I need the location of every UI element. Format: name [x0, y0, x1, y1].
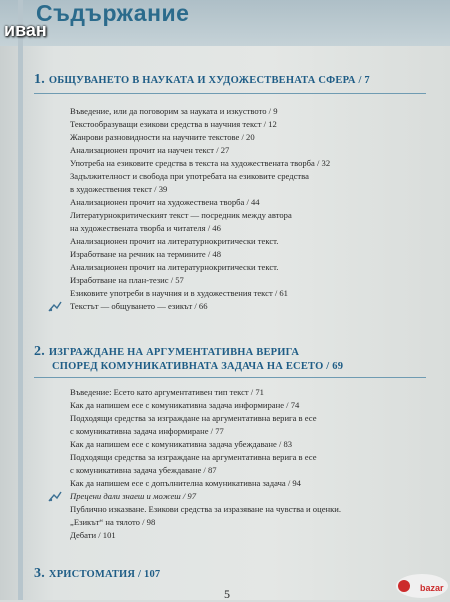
toc-item[interactable]: Текстообразуващи езикови средства в научния текст / 12: [70, 119, 277, 129]
toc-item-continued[interactable]: с комуникативна задача убеждаване / 87: [70, 465, 217, 475]
section-1-rule: [34, 93, 426, 94]
toc-item[interactable]: Употреба на езиковите средства в текста на художествената творба / 32: [70, 158, 331, 168]
section-number: 3.: [34, 566, 45, 581]
toc-item[interactable]: Анализационен прочит на литературнокритически текст.: [70, 262, 279, 272]
section-1-list: [70, 105, 330, 313]
section-page: / 7: [358, 75, 370, 86]
section-number: 1.: [34, 72, 45, 87]
toc-item[interactable]: Публично изказване. Езикови средства за изразяване на чувства и оценки.: [70, 504, 342, 514]
section-2-title-line2: [52, 361, 343, 372]
toc-item[interactable]: Въведение, или да поговорим за науката и изкуството / 9: [70, 106, 278, 116]
toc-item[interactable]: Задължителност и свобода при употребата на езиковите средства: [70, 171, 309, 181]
toc-item-continued[interactable]: на художествената творба и читателя / 46: [70, 223, 221, 233]
section-title-text: ХРИСТОМАТИЯ: [48, 569, 136, 580]
toc-item[interactable]: Езиковите употреби в научния и в художествения текст / 61: [70, 288, 288, 298]
section-title-line1: ИЗГРАЖДАНЕ НА АРГУМЕНТАТИВНА ВЕРИГА: [48, 347, 300, 358]
toc-item[interactable]: Анализационен прочит на научен текст / 27: [70, 145, 230, 155]
toc-item[interactable]: Въведение: Есето като аргументативен тип текст / 71: [70, 387, 264, 397]
toc-item[interactable]: Жанрови разновидности на научните текстове / 20: [70, 132, 255, 142]
toc-item[interactable]: Как да напишем есе с комуникативна задача информиране / 74: [70, 400, 300, 410]
margin-stripe: [18, 0, 23, 600]
toc-item[interactable]: Текстът — общуването — езикът / 66: [70, 301, 208, 311]
section-1-title[interactable]: [34, 72, 370, 88]
toc-item-continued[interactable]: с комуникативна задача информиране / 77: [70, 426, 224, 436]
toc-item-continued[interactable]: „Езикът“ на тялото / 98: [70, 517, 156, 527]
section-3-title[interactable]: [34, 566, 160, 582]
toc-item[interactable]: Дебати / 101: [70, 530, 116, 540]
section-2-rule: [34, 377, 426, 378]
toc-item-continued[interactable]: Изработване на речник на термините / 48: [70, 249, 222, 259]
toc-item[interactable]: Подходящи средства за изграждане на аргументативна верига в есе: [70, 413, 317, 423]
toc-item-continued[interactable]: Изработване на план-тезис / 57: [70, 275, 184, 285]
toc-item[interactable]: Как да напишем есе с комуникативна задача убеждаване / 83: [70, 439, 293, 449]
toc-item[interactable]: Анализационен прочит на литературнокритически текст.: [70, 236, 279, 246]
section-title-line2-text: СПОРЕД КОМУНИКАТИВНАТА ЗАДАЧА НА ЕСЕТО: [52, 361, 324, 372]
page-title: Съдържание: [36, 0, 190, 26]
toc-item[interactable]: Анализационен прочит на художествена творба / 44: [70, 197, 260, 207]
page-number: 5: [224, 587, 230, 601]
section-2-title[interactable]: [34, 344, 299, 360]
toc-item[interactable]: Как да напишем есе с допълнителна комуникативна задача / 94: [70, 478, 301, 488]
section-number: 2.: [34, 344, 45, 359]
logo-text: bazar: [420, 583, 444, 593]
watermark-text: иван: [4, 20, 47, 40]
pen-marker-icon: [48, 301, 62, 313]
toc-item-continued[interactable]: в художествения текст / 39: [70, 184, 168, 194]
toc-item-self-check[interactable]: Прецени дали знаеш и можеш / 97: [70, 491, 197, 501]
toc-item[interactable]: Литературнокритическият текст — посредник между автора: [70, 210, 292, 220]
section-2-list: [70, 386, 341, 542]
section-page: / 107: [138, 569, 161, 580]
section-page: / 69: [326, 361, 344, 372]
section-title-text: ОБЩУВАНЕТО В НАУКАТА И ХУДОЖЕСТВЕНАТА СФЕРА: [48, 75, 356, 86]
toc-item[interactable]: Подходящи средства за изграждане на аргументативна верига в есе: [70, 452, 317, 462]
pen-marker-icon: [48, 491, 62, 503]
